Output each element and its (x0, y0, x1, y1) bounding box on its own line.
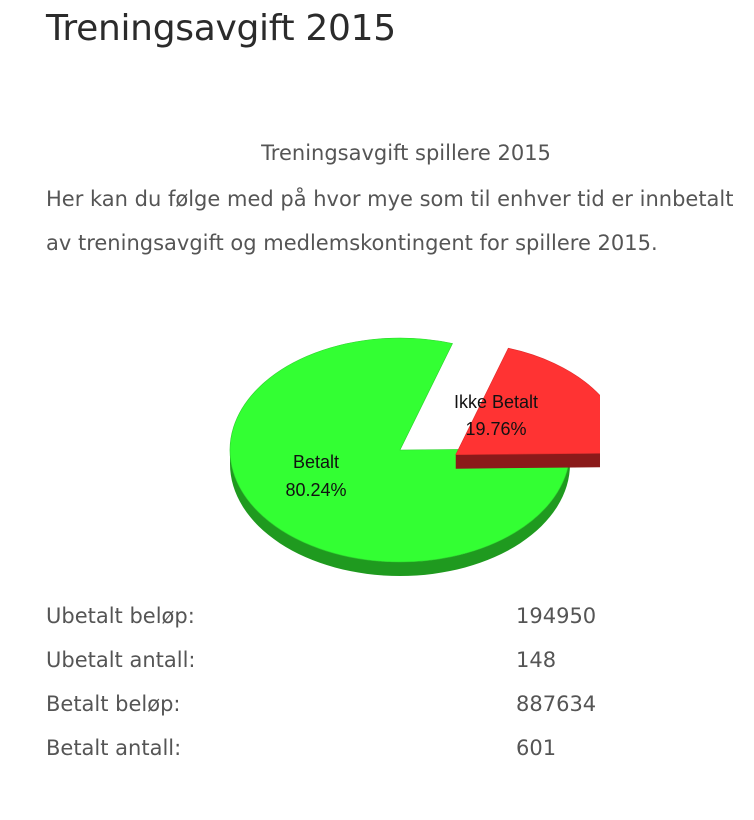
stat-value: 601 (516, 736, 557, 760)
chart-subtitle: Treningsavgift spillere 2015 (261, 141, 551, 165)
stat-row-ubetalt-belop (46, 598, 666, 642)
pie-chart (220, 332, 600, 582)
page-description: Her kan du følge med på hvor mye som til enhver tid er innbetalt av treningsavgift og medlemskontingent for spillere 2015. (46, 187, 734, 255)
stat-value: 148 (516, 648, 557, 672)
pie-slice-cut-ikke-betalt (456, 453, 600, 469)
stat-value: 887634 (516, 692, 597, 716)
page-title: Treningsavgift 2015 (46, 8, 396, 49)
pie-chart-svg (220, 332, 600, 582)
stat-row-ubetalt-antall (46, 642, 666, 686)
stat-label: Ubetalt antall: (46, 648, 196, 672)
stat-row-betalt-belop (46, 686, 666, 730)
stat-label: Betalt antall: (46, 736, 182, 760)
stat-label: Betalt beløp: (46, 692, 181, 716)
stat-value: 194950 (516, 604, 597, 628)
pie-label-ikke-betalt: Ikke Betalt (453, 392, 539, 412)
pie-value-ikke-betalt: 19.76% (465, 419, 527, 439)
pie-value-betalt: 80.24% (285, 480, 347, 500)
stats-table (46, 598, 666, 774)
stat-row-betalt-antall (46, 730, 666, 774)
pie-label-betalt: Betalt (292, 452, 340, 472)
stat-label: Ubetalt beløp: (46, 604, 195, 628)
